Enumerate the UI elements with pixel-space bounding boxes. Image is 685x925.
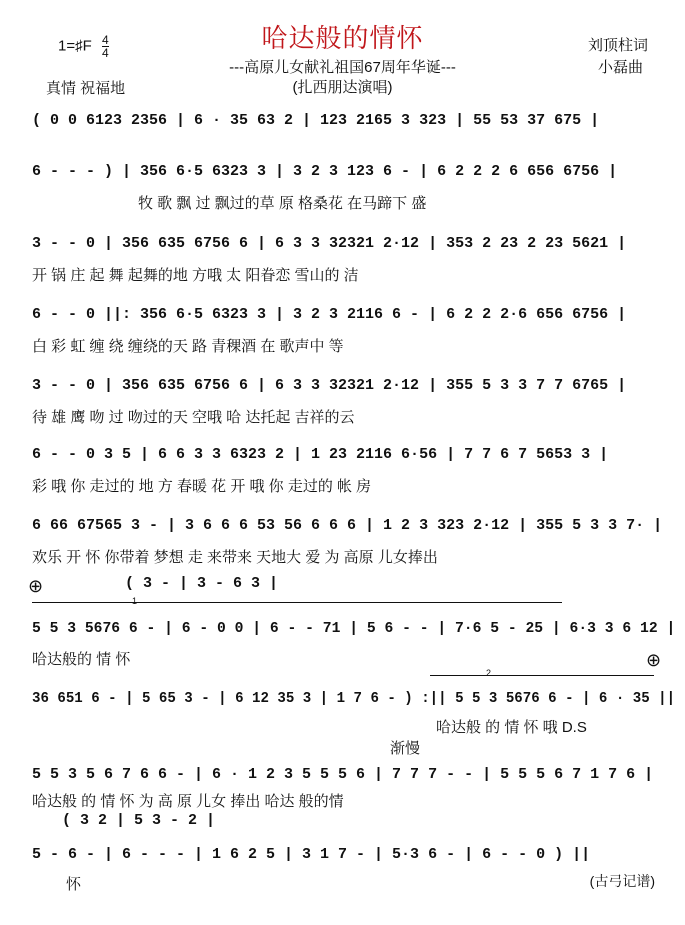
time-top: 4	[101, 33, 109, 47]
notation-row-12: ( 3 2 | 5 3 - 2 |	[62, 812, 216, 829]
lyric-row-2: 牧 歌 飘 过 飘过的草 原 格桑花 在马蹄下 盛	[138, 195, 427, 212]
key-label: 1=♯F	[58, 37, 92, 55]
song-title: 哈达般的情怀	[261, 24, 424, 54]
notation-row-7: 6 66 67565 3 - | 3 6 6 6 53 56 6 6 6 | 1 2 3 323 2·12 | 355 5 3 3 7· |	[32, 517, 663, 534]
notation-row-10: 36 651 6 - | 5 65 3 - | 6 12 35 3 | 1 7 6 - ) :|| 5 5 3 5676 6 - | 6 · 35 ||	[32, 690, 676, 707]
coda-sign-2: ⊕	[646, 650, 662, 670]
notation-row-11: 5 5 3 5 6 7 6 6 - | 6 · 1 2 3 5 5 5 6 | 7 7 7 - - | 5 5 5 6 7 1 7 6 |	[32, 766, 654, 783]
coda-sign-1: ⊕	[28, 576, 44, 596]
time-bottom: 4	[101, 46, 109, 60]
lyric-row-5: 待 雄 鹰 吻 过 吻过的天 空哦 哈 达托起 吉祥的云	[32, 409, 355, 426]
notation-row-8: ( 3 - | 3 - 6 3 |	[125, 575, 279, 592]
time-signature	[102, 34, 109, 59]
notation-row-3: 3 - - 0 | 356 635 6756 6 | 6 3 3 32321 2·12 | 353 2 23 2 23 5621 |	[32, 235, 627, 252]
notation-row-13: 5 - 6 - | 6 - - - | 1 6 2 5 | 3 1 7 - | 5·3 6 - | 6 - - 0 ) ||	[32, 846, 591, 863]
notation-row-1: ( 0 0 6123 2356 | 6 · 35 63 2 | 123 2165 3 323 | 55 53 37 675 |	[32, 112, 600, 129]
notation-row-9: 5 5 3 5676 6 - | 6 - 0 0 | 6 - - 71 | 5 6 - - | 7·6 5 - 25 | 6·3 3 6 12 |	[32, 620, 676, 637]
lyric-row-3: 开 锅 庄 起 舞 起舞的地 方哦 太 阳眷恋 雪山的 洁	[32, 267, 359, 284]
lyric-row-13: 怀	[66, 876, 82, 893]
volta-bracket-2	[430, 675, 654, 676]
lyric-row-6: 彩 哦 你 走过的 地 方 春暖 花 开 哦 你 走过的 帐 房	[32, 478, 372, 495]
singer-credit: (扎西朋达演唱)	[292, 79, 393, 96]
tempo-slow-mark: 渐慢	[390, 740, 421, 757]
lyric-row-9: 哈达般的 情 怀	[32, 651, 131, 668]
volta-1-label: 1	[132, 596, 138, 606]
lyric-row-10: 哈达般 的 情 怀 哦 D.S	[436, 719, 587, 736]
notation-row-6: 6 - - 0 3 5 | 6 6 3 3 6323 2 | 1 23 2116 6·56 | 7 7 6 7 5653 3 |	[32, 446, 609, 463]
lyric-row-11: 哈达般 的 情 怀 为 高 原 儿女 捧出 哈达 般的情	[32, 793, 344, 810]
key-signature	[58, 34, 109, 59]
lyric-row-7: 欢乐 开 怀 你带着 梦想 走 来带来 天地大 爱 为 高原 儿女捧出	[32, 549, 438, 566]
subtitle: ---高原儿女献礼祖国67周年华诞---	[229, 59, 456, 76]
lyric-row-4: 白 彩 虹 缠 绕 缠绕的天 路 青稞酒 在 歌声中 等	[32, 338, 344, 355]
lyricist-credit: 刘顶柱词	[588, 37, 649, 54]
transcriber-credit: (古弓记谱)	[589, 873, 655, 889]
volta-bracket-1	[32, 602, 562, 603]
tempo-mood: 真情 祝福地	[46, 80, 126, 97]
notation-row-4: 6 - - 0 ||: 356 6·5 6323 3 | 3 2 3 2116 6 - | 6 2 2 2·6 656 6756 |	[32, 306, 627, 323]
notation-row-2: 6 - - - ) | 356 6·5 6323 3 | 3 2 3 123 6 - | 6 2 2 2 6 656 6756 |	[32, 163, 618, 180]
notation-row-5: 3 - - 0 | 356 635 6756 6 | 6 3 3 32321 2·12 | 355 5 3 3 7 7 6765 |	[32, 377, 627, 394]
composer-credit: 小磊曲	[598, 59, 644, 76]
volta-2-label: 2	[486, 668, 492, 678]
